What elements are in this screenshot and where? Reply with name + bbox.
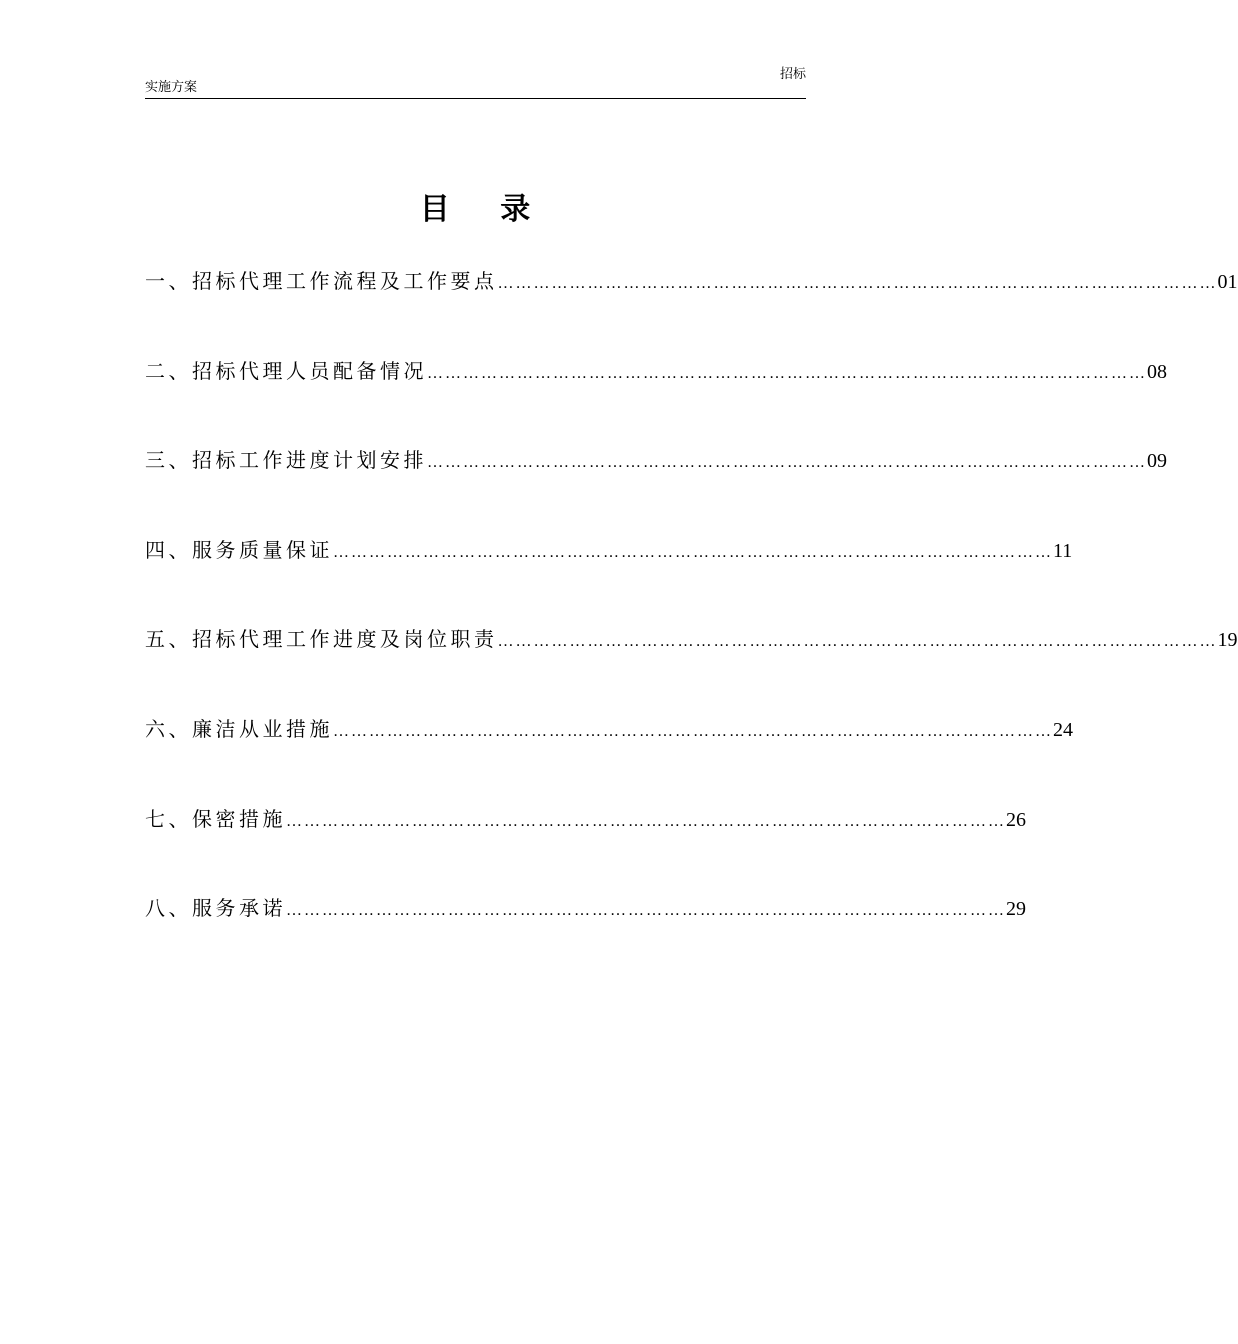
header-right-text: 招标 <box>779 67 806 82</box>
toc-entry-page: 01 <box>1217 271 1238 293</box>
toc-entry-label: 二、招标代理人员配备情况 <box>145 358 427 383</box>
toc-entry-page: 24 <box>1053 718 1073 741</box>
toc-entry[interactable] <box>145 355 1167 445</box>
toc-entry[interactable] <box>145 892 1026 982</box>
toc-entry[interactable] <box>145 803 1026 893</box>
toc-title: 目 录 <box>419 192 551 227</box>
toc-entry[interactable] <box>145 713 1073 803</box>
toc-entry[interactable] <box>145 265 1238 355</box>
toc-entry-label: 七、保密措施 <box>145 806 286 831</box>
toc-entry[interactable] <box>145 534 1073 624</box>
toc-entry-leader: ………………………………………………………………………………………………………… <box>286 902 1006 920</box>
toc-list <box>145 265 1238 982</box>
toc-entry-leader: ………………………………………………………………………………………………………… <box>427 454 1147 472</box>
toc-entry-label: 三、招标工作进度计划安排 <box>145 448 427 473</box>
toc-entry-label: 八、服务承诺 <box>145 896 286 921</box>
toc-entry-leader: ………………………………………………………………………………………………………… <box>333 543 1053 561</box>
toc-entry-leader: ………………………………………………………………………………………………………… <box>286 812 1006 830</box>
toc-entry-page: 09 <box>1147 450 1167 473</box>
toc-entry-label: 五、招标代理工作进度及岗位职责 <box>145 627 498 652</box>
toc-entry-leader: ………………………………………………………………………………………………………… <box>333 722 1053 740</box>
toc-entry[interactable] <box>145 444 1167 534</box>
header-rule <box>145 98 806 99</box>
toc-entry-leader: ………………………………………………………………………………………………………… <box>497 633 1218 651</box>
toc-entry-label: 一、招标代理工作流程及工作要点 <box>145 269 498 293</box>
toc-entry[interactable] <box>145 623 1238 713</box>
toc-entry-page: 08 <box>1147 360 1167 383</box>
toc-entry-label: 四、服务质量保证 <box>145 537 333 562</box>
toc-entry-leader: ………………………………………………………………………………………………………… <box>497 275 1218 292</box>
toc-entry-page: 19 <box>1217 629 1238 652</box>
toc-entry-leader: ………………………………………………………………………………………………………… <box>427 364 1147 382</box>
toc-entry-page: 11 <box>1053 539 1073 562</box>
toc-entry-page: 26 <box>1006 808 1026 831</box>
toc-entry-label: 六、廉洁从业措施 <box>145 716 333 741</box>
toc-entry-page: 29 <box>1006 898 1026 921</box>
header-left-text: 实施方案 <box>145 80 198 95</box>
